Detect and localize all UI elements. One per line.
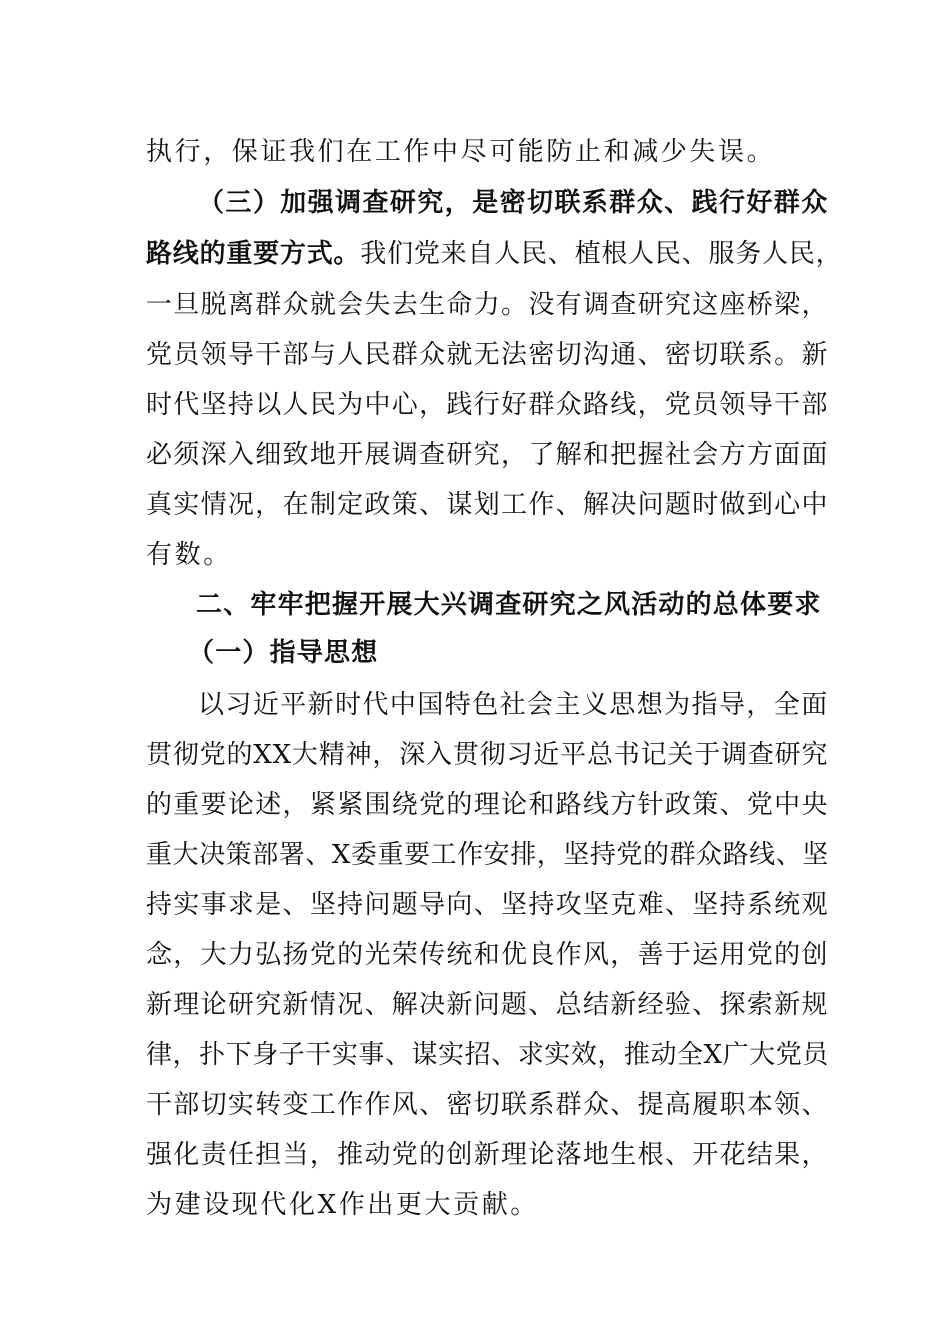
paragraph-line: 持实事求是、坚持问题导向、坚持攻坚克难、坚持系统观 (146, 890, 829, 920)
paragraph-line: 党员领导干部与人民群众就无法密切沟通、密切联系。新 (146, 340, 829, 370)
paragraph-line: 时代坚持以人民为中心，践行好群众路线，党员领导干部 (146, 390, 829, 420)
section-heading-3-cont: 路线的重要方式。 (146, 239, 361, 269)
paragraph-line: 以习近平新时代中国特色社会主义思想为指导，全面 (198, 690, 829, 720)
paragraph-line: 重大决策部署、X委重要工作安排，坚持党的群众路线、坚 (146, 840, 829, 870)
paragraph-line: 新理论研究新情况、解决新问题、总结新经验、探索新规 (146, 990, 829, 1020)
paragraph-line: 念，大力弘扬党的光荣传统和优良作风，善于运用党的创 (146, 940, 829, 970)
paragraph-text: 我们党来自人民、植根人民、服务人民， (360, 239, 843, 269)
paragraph-line: 的重要论述，紧紧围绕党的理论和路线方针政策、党中央 (146, 790, 829, 820)
paragraph-line: 真实情况，在制定政策、谋划工作、解决问题时做到心中 (146, 490, 829, 520)
paragraph-line: 为建设现代化X作出更大贡献。 (146, 1190, 539, 1220)
paragraph-line: 必须深入细致地开展调查研究，了解和把握社会方方面面 (146, 440, 829, 470)
paragraph-line: 律，扑下身子干实事、谋实招、求实效，推动全X广大党员 (146, 1040, 829, 1070)
chapter-heading-2: 二、牢牢把握开展大兴调查研究之风活动的总体要求 (196, 590, 822, 620)
section-heading-3: （三）加强调查研究，是密切联系群众、践行好群众 (198, 188, 829, 218)
paragraph-line: 贯彻党的XX大精神，深入贯彻习近平总书记关于调查研究 (146, 740, 829, 770)
paragraph-line: 干部切实转变工作作风、密切联系群众、提高履职本领、 (146, 1090, 829, 1120)
paragraph-line: 有数。 (146, 540, 232, 570)
subsection-heading-1: （一）指导思想 (188, 638, 379, 668)
paragraph-line: 一旦脱离群众就会失去生命力。没有调查研究这座桥梁， (146, 290, 829, 320)
paragraph-line (146, 239, 843, 269)
paragraph-line: 执行，保证我们在工作中尽可能防止和减少失误。 (146, 137, 776, 167)
paragraph-line: 强化责任担当，推动党的创新理论落地生根、开花结果， (146, 1140, 829, 1170)
